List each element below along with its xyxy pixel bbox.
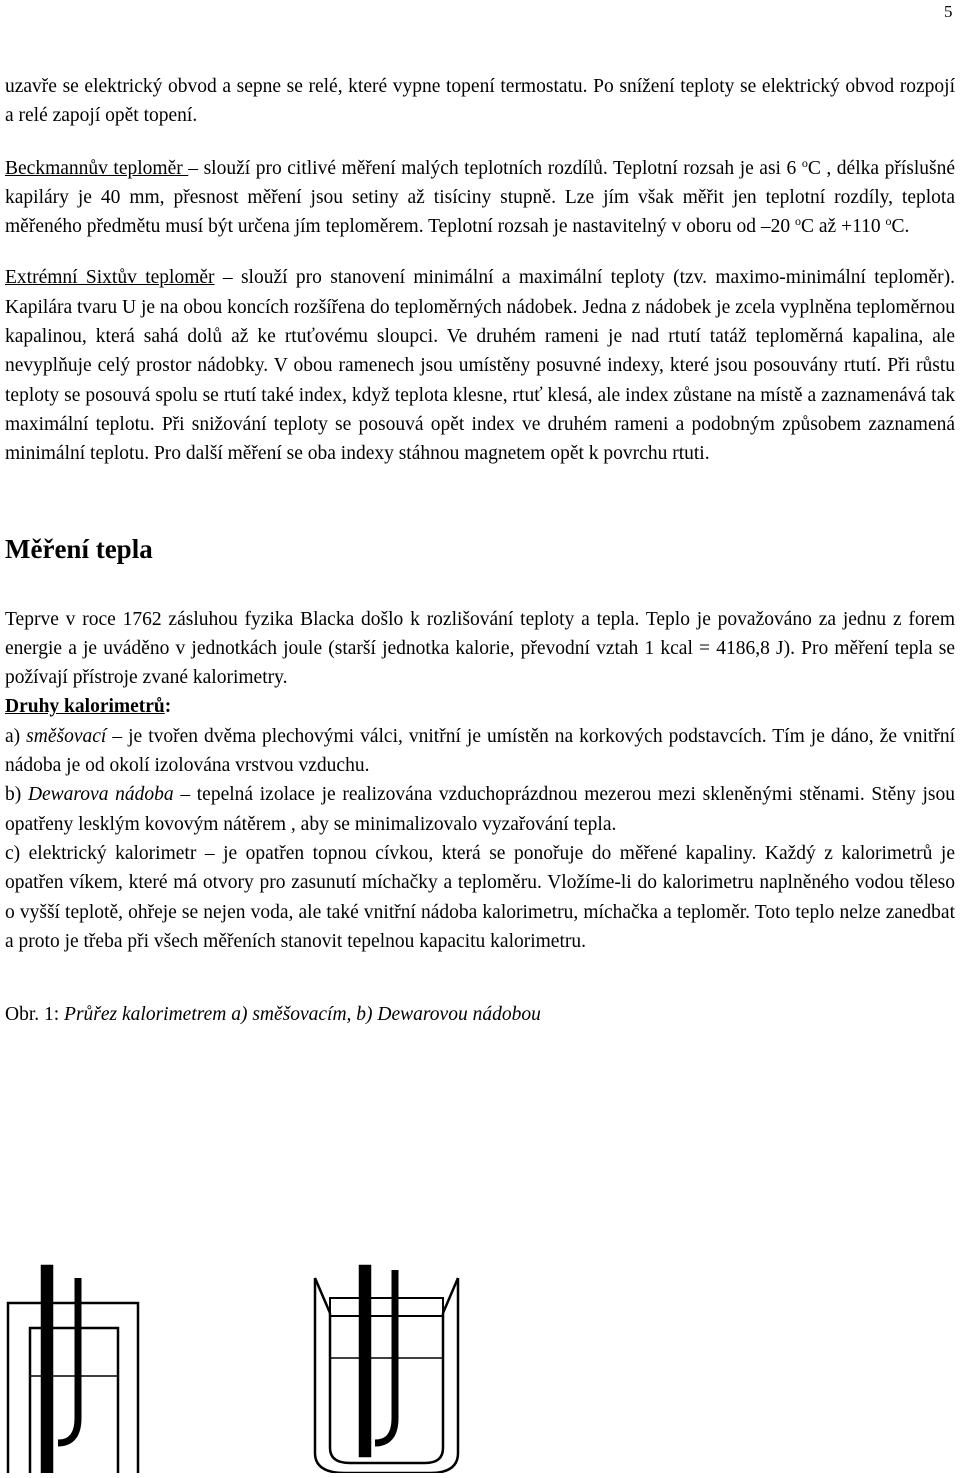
list-item-b: b) Dewarova nádoba – tepelná izolace je realizována vzduchoprázdnou mezerou mezi skleněnými stěnami. Stěny jsou opatřeny lesklým kovovým nátěrem , aby se minimalizovalo vyzařování tepla. [5, 784, 956, 835]
term-beckmann: Beckmannův teploměr [5, 157, 189, 179]
dewar-vessel [315, 1266, 458, 1473]
paragraph-beckmann: Beckmannův teploměr – slouží pro citlivé měření malých teplotních rozdílů. Teplotní rozsah je asi 6 $^o$C , délka příslušné kapiláry je 40 mm, přesnost měření jsou setiny až tisíciny stupně. Lze jím však měřit jen teplotní rozdíly, teplota měřeného předmětu musí být určena jím teploměrem. Teplotní rozsah je nastavitelný v oboru od –20 $^o$C až +110 $^o$C. [5, 155, 955, 238]
paragraph-sixt: Extrémní Sixtův teploměr – slouží pro stanovení minimální a maximální teploty (tzv. maximo-minimální teploměr). Kapilára tvaru U je na obou koncích rozšířena do teploměrných nádobek. Jedna z nádobek je zcela vyplněna teploměrnou kapalinou, která sahá dolů až ke rtuťovému sloupci. Ve druhém rameni je nad rtutí tatáž teploměrná kapalina, ale nevyplňuje celý prostor nádobky. V obou ramenech jsou umístěny posuvné indexy, které jsou posouvány rtutí. Při růstu teploty se posouvá spolu se rtutí také index, když teplota klesne, rtuť klesá, ale index zůstane na místě a zaznamenává tak maximální teplotu. Při snižování teploty se posouvá opět index ve druhém rameni a podobným způsobem zaznamená minimální teplotu. Pro další měření se oba indexy stáhnou magnetem opět k povrchu rtuti. [5, 267, 955, 465]
paragraph-heat-intro: Teprve v roce 1762 zásluhou fyzika Blacka došlo k rozlišování teploty a tepla. Teplo je považováno za jednu z forem energie a je uváděno v jednotkách joule (starší jednotka kalorie, převodní vztah 1 kcal = 4186,8 J). Pro měření tepla se požívají přístroje zvané kalorimetry. [5, 608, 955, 689]
document-body [5, 72, 955, 1029]
figure-calorimeters [0, 1258, 960, 1473]
page-number: 5 [944, 2, 953, 21]
paragraph-thermostat: uzavře se elektrický obvod a sepne se relé, které vypne topení termostatu. Po snížení teploty se elektrický obvod rozpojí a relé zapojí opět topení. [5, 76, 955, 127]
calorimeter-types-heading: Druhy kalorimetrů: [5, 696, 172, 718]
mixing-calorimeter [8, 1266, 138, 1473]
term-sixt: Extrémní Sixtův teploměr [5, 267, 215, 289]
calorimeter-diagram [0, 1258, 960, 1473]
list-item-a: a) směšovací – je tvořen dvěma plechovými válci, vnitřní je umístěn na korkových podstavcích. Tím je dáno, že vnitřní nádoba je od okolí izolována vrstvou vzduchu. [5, 725, 955, 777]
section-heading: Měření tepla [5, 533, 153, 564]
figure-caption: Obr. 1: Průřez kalorimetrem a) směšovacím, b) Dewarovou nádobou [5, 1004, 541, 1026]
list-item-c: c) elektrický kalorimetr – je opatřen topnou cívkou, která se ponořuje do měřené kapaliny. Každý z kalorimetrů je opatřen víkem, které má otvory pro zasunutí míchačky a teploměru. Vložíme-li do kalorimetru naplněného vodou těleso o vyšší teplotě, ohřeje se nejen voda, ale také vnitřní nádoba kalorimetru, míchačka a teploměr. Toto teplo nelze zanedbat a proto je třeba při všech měřeních stanovit tepelnou kapacitu kalorimetru. [5, 842, 955, 952]
